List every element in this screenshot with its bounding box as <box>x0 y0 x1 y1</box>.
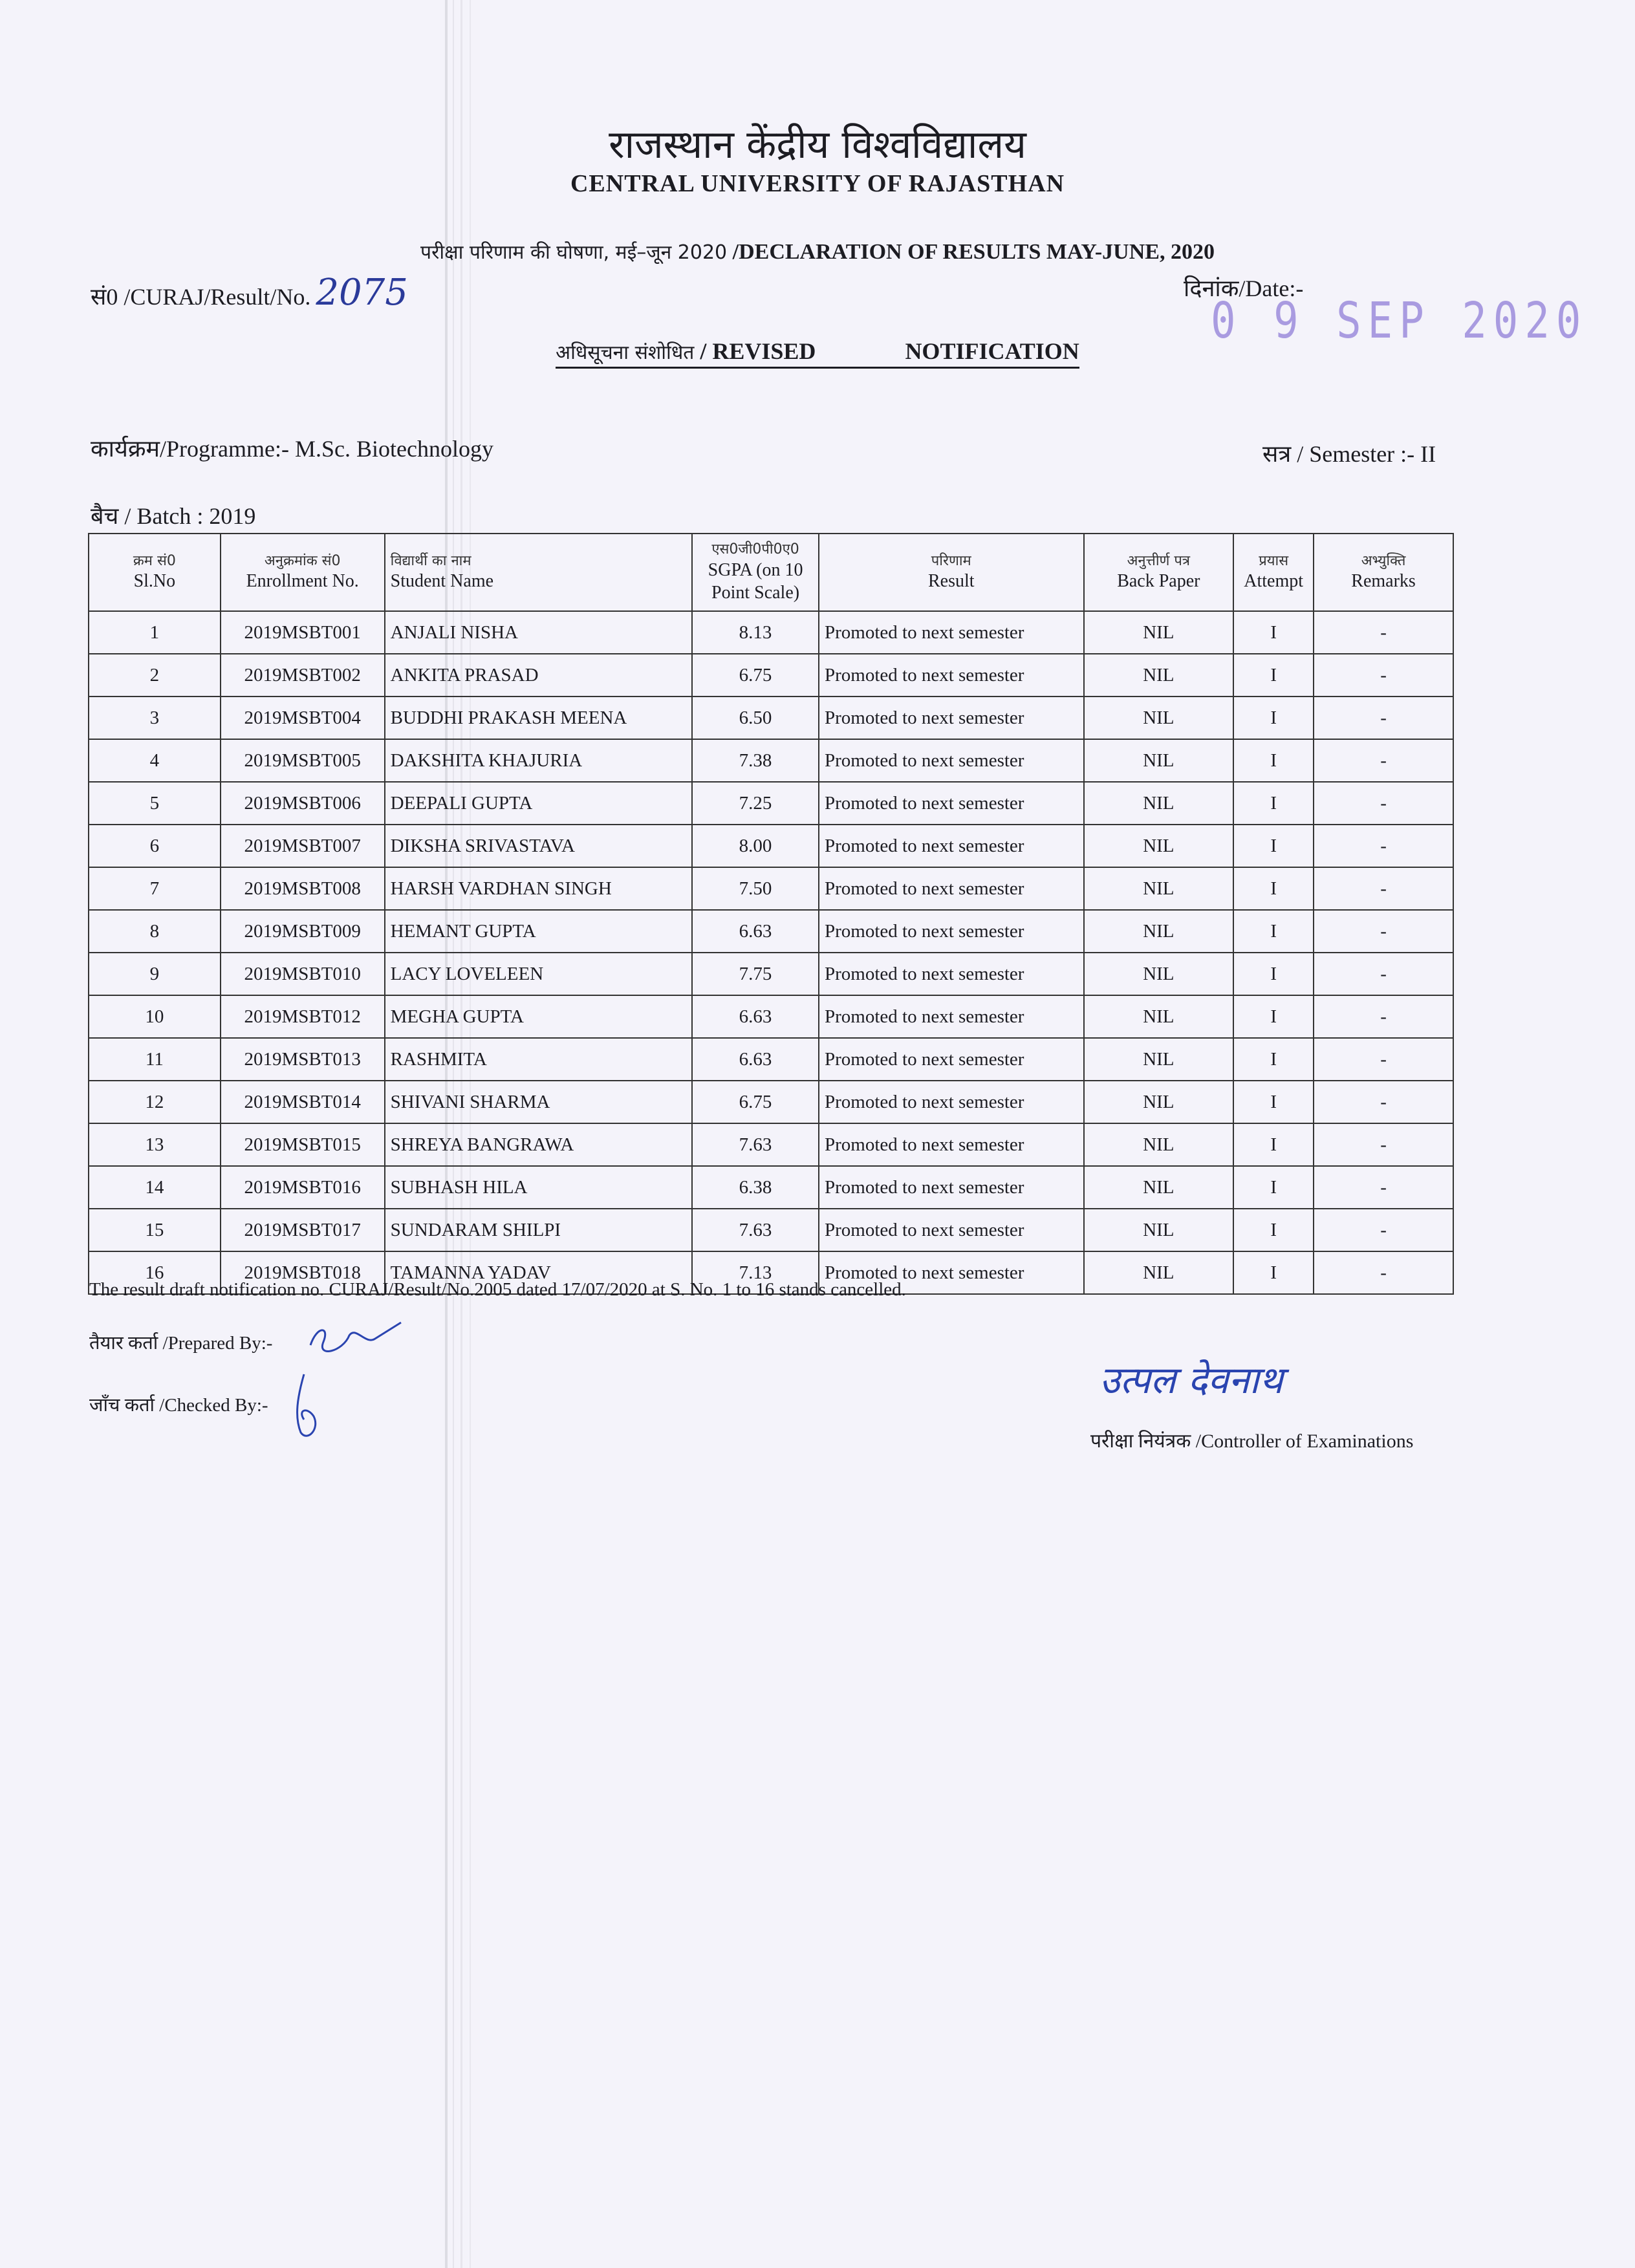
notification-heading <box>0 338 1635 365</box>
header-result: परिणाम Result <box>819 534 1084 611</box>
cell-back-paper: NIL <box>1084 910 1234 953</box>
cell-remarks: - <box>1314 654 1453 697</box>
cell-attempt: I <box>1233 739 1314 782</box>
cell-sl-no: 4 <box>89 739 221 782</box>
cell-result: Promoted to next semester <box>819 825 1084 867</box>
declaration-heading <box>0 238 1635 265</box>
cell-enrollment: 2019MSBT018 <box>221 1251 385 1294</box>
cell-sl-no: 16 <box>89 1251 221 1294</box>
cell-sgpa: 7.13 <box>692 1251 819 1294</box>
cell-enrollment: 2019MSBT004 <box>221 697 385 739</box>
cell-result: Promoted to next semester <box>819 611 1084 654</box>
cell-enrollment: 2019MSBT001 <box>221 611 385 654</box>
results-table-body <box>89 611 1453 1294</box>
table-row <box>89 1209 1453 1251</box>
cell-student-name: BUDDHI PRAKASH MEENA <box>385 697 692 739</box>
declaration-english: /DECLARATION OF RESULTS MAY-JUNE, 2020 <box>732 240 1215 264</box>
cell-sgpa: 7.63 <box>692 1123 819 1166</box>
cell-sgpa: 6.75 <box>692 1081 819 1123</box>
header-sgpa: एस0जी0पी0ए0 SGPA (on 10 Point Scale) <box>692 534 819 611</box>
cell-remarks: - <box>1314 611 1453 654</box>
table-row <box>89 995 1453 1038</box>
cell-back-paper: NIL <box>1084 1209 1234 1251</box>
cell-remarks: - <box>1314 953 1453 995</box>
table-row <box>89 611 1453 654</box>
header-attempt: प्रयास Attempt <box>1233 534 1314 611</box>
cancellation-note: The result draft notification no. CURAJ/Result/No.2005 dated 17/07/2020 at S. No. 1 to 16 stands cancelled. <box>89 1279 906 1300</box>
cell-student-name: DAKSHITA KHAJURIA <box>385 739 692 782</box>
cell-result: Promoted to next semester <box>819 1166 1084 1209</box>
cell-result: Promoted to next semester <box>819 995 1084 1038</box>
cell-remarks: - <box>1314 995 1453 1038</box>
cell-sgpa: 6.63 <box>692 910 819 953</box>
cell-enrollment: 2019MSBT013 <box>221 1038 385 1081</box>
cell-enrollment: 2019MSBT017 <box>221 1209 385 1251</box>
table-row <box>89 739 1453 782</box>
cell-remarks: - <box>1314 1038 1453 1081</box>
cell-sgpa: 6.38 <box>692 1166 819 1209</box>
reference-handwritten-number: 2075 <box>316 272 408 314</box>
cell-back-paper: NIL <box>1084 654 1234 697</box>
cell-student-name: ANKITA PRASAD <box>385 654 692 697</box>
cell-sgpa: 6.50 <box>692 697 819 739</box>
cell-student-name: HARSH VARDHAN SINGH <box>385 867 692 910</box>
cell-student-name: SUBHASH HILA <box>385 1166 692 1209</box>
cell-back-paper: NIL <box>1084 1081 1234 1123</box>
cell-result: Promoted to next semester <box>819 867 1084 910</box>
cell-student-name: DIKSHA SRIVASTAVA <box>385 825 692 867</box>
cell-sl-no: 9 <box>89 953 221 995</box>
cell-attempt: I <box>1233 1251 1314 1294</box>
cell-remarks: - <box>1314 910 1453 953</box>
cell-sgpa: 7.38 <box>692 739 819 782</box>
cell-sl-no: 15 <box>89 1209 221 1251</box>
cell-back-paper: NIL <box>1084 1166 1234 1209</box>
cell-result: Promoted to next semester <box>819 910 1084 953</box>
prepared-by-label: तैयार कर्ता /Prepared By:- <box>89 1333 273 1354</box>
cell-sgpa: 7.25 <box>692 782 819 825</box>
cell-enrollment: 2019MSBT014 <box>221 1081 385 1123</box>
table-row <box>89 697 1453 739</box>
cell-enrollment: 2019MSBT002 <box>221 654 385 697</box>
cell-attempt: I <box>1233 1166 1314 1209</box>
cell-attempt: I <box>1233 1209 1314 1251</box>
table-header-row <box>89 534 1453 611</box>
cell-remarks: - <box>1314 782 1453 825</box>
cell-remarks: - <box>1314 867 1453 910</box>
cell-sl-no: 6 <box>89 825 221 867</box>
cell-enrollment: 2019MSBT015 <box>221 1123 385 1166</box>
cell-enrollment: 2019MSBT006 <box>221 782 385 825</box>
cell-student-name: TAMANNA YADAV <box>385 1251 692 1294</box>
cell-back-paper: NIL <box>1084 739 1234 782</box>
cell-result: Promoted to next semester <box>819 1209 1084 1251</box>
semester-label: सत्र / Semester :- II <box>1262 441 1436 467</box>
cell-sl-no: 14 <box>89 1166 221 1209</box>
cell-enrollment: 2019MSBT005 <box>221 739 385 782</box>
table-row <box>89 1038 1453 1081</box>
cell-result: Promoted to next semester <box>819 1251 1084 1294</box>
header-remarks: अभ्युक्ति Remarks <box>1314 534 1453 611</box>
cell-attempt: I <box>1233 995 1314 1038</box>
cell-attempt: I <box>1233 1081 1314 1123</box>
cell-student-name: HEMANT GUPTA <box>385 910 692 953</box>
cell-result: Promoted to next semester <box>819 1081 1084 1123</box>
cell-remarks: - <box>1314 739 1453 782</box>
controller-label: परीक्षा नियंत्रक /Controller of Examinations <box>1090 1431 1414 1452</box>
cell-sgpa: 8.00 <box>692 825 819 867</box>
cell-attempt: I <box>1233 867 1314 910</box>
header-back-paper: अनुत्तीर्ण पत्र Back Paper <box>1084 534 1234 611</box>
cell-result: Promoted to next semester <box>819 782 1084 825</box>
cell-sl-no: 1 <box>89 611 221 654</box>
programme-label: कार्यक्रम/Programme:- M.Sc. Biotechnology <box>91 436 493 462</box>
university-title-english: CENTRAL UNIVERSITY OF RAJASTHAN <box>570 170 1065 197</box>
batch-label: बैच / Batch : 2019 <box>91 503 256 529</box>
cell-sl-no: 10 <box>89 995 221 1038</box>
header-enrollment: अनुक्रमांक सं0 Enrollment No. <box>221 534 385 611</box>
cell-back-paper: NIL <box>1084 1038 1234 1081</box>
cell-sl-no: 11 <box>89 1038 221 1081</box>
cell-sl-no: 7 <box>89 867 221 910</box>
notification-underline <box>556 338 1079 369</box>
cell-sl-no: 13 <box>89 1123 221 1166</box>
table-row <box>89 1166 1453 1209</box>
cell-student-name: SHREYA BANGRAWA <box>385 1123 692 1166</box>
cell-sl-no: 12 <box>89 1081 221 1123</box>
date-stamp: 0 9 SEP 2020 <box>1211 292 1588 351</box>
cell-sl-no: 2 <box>89 654 221 697</box>
table-row <box>89 867 1453 910</box>
notification-hindi: अधिसूचना संशोधित <box>556 341 695 364</box>
cell-back-paper: NIL <box>1084 995 1234 1038</box>
cell-sgpa: 7.75 <box>692 953 819 995</box>
cell-remarks: - <box>1314 1123 1453 1166</box>
cell-back-paper: NIL <box>1084 1251 1234 1294</box>
cell-student-name: ANJALI NISHA <box>385 611 692 654</box>
table-row <box>89 1123 1453 1166</box>
reference-label: सं0 /CURAJ/Result/No. <box>91 284 311 310</box>
cell-back-paper: NIL <box>1084 697 1234 739</box>
cell-attempt: I <box>1233 1123 1314 1166</box>
cell-back-paper: NIL <box>1084 825 1234 867</box>
cell-result: Promoted to next semester <box>819 739 1084 782</box>
cell-remarks: - <box>1314 1251 1453 1294</box>
controller-signature: उत्पल देवनाथ <box>1099 1358 1283 1402</box>
date-label: दिनांक/Date:- <box>1184 275 1304 301</box>
cell-remarks: - <box>1314 1081 1453 1123</box>
cell-enrollment: 2019MSBT012 <box>221 995 385 1038</box>
cell-enrollment: 2019MSBT016 <box>221 1166 385 1209</box>
cell-remarks: - <box>1314 1209 1453 1251</box>
table-row <box>89 953 1453 995</box>
cell-sgpa: 6.63 <box>692 995 819 1038</box>
table-row <box>89 654 1453 697</box>
cell-attempt: I <box>1233 654 1314 697</box>
cell-enrollment: 2019MSBT010 <box>221 953 385 995</box>
prepared-by-signature <box>304 1319 407 1358</box>
cell-attempt: I <box>1233 697 1314 739</box>
header-sl-no: क्रम सं0 Sl.No <box>89 534 221 611</box>
table-row <box>89 910 1453 953</box>
cell-attempt: I <box>1233 953 1314 995</box>
cell-result: Promoted to next semester <box>819 1123 1084 1166</box>
cell-sgpa: 7.63 <box>692 1209 819 1251</box>
cell-result: Promoted to next semester <box>819 1038 1084 1081</box>
cell-attempt: I <box>1233 1038 1314 1081</box>
header-student-name: विद्यार्थी का नाम Student Name <box>385 534 692 611</box>
declaration-hindi: परीक्षा परिणाम की घोषणा, मई–जून 2020 <box>420 241 728 264</box>
cell-remarks: - <box>1314 1166 1453 1209</box>
cell-attempt: I <box>1233 910 1314 953</box>
reference-number <box>91 272 408 314</box>
cell-back-paper: NIL <box>1084 953 1234 995</box>
cell-attempt: I <box>1233 782 1314 825</box>
cell-sl-no: 8 <box>89 910 221 953</box>
cell-sl-no: 5 <box>89 782 221 825</box>
cell-back-paper: NIL <box>1084 611 1234 654</box>
cell-enrollment: 2019MSBT009 <box>221 910 385 953</box>
table-row <box>89 782 1453 825</box>
cell-result: Promoted to next semester <box>819 953 1084 995</box>
cell-student-name: RASHMITA <box>385 1038 692 1081</box>
cell-student-name: MEGHA GUPTA <box>385 995 692 1038</box>
results-table <box>88 533 1454 1295</box>
notification-tail: NOTIFICATION <box>905 338 1079 364</box>
cell-sgpa: 6.75 <box>692 654 819 697</box>
cell-sl-no: 3 <box>89 697 221 739</box>
cell-attempt: I <box>1233 825 1314 867</box>
university-title-hindi: राजस्थान केंद्रीय विश्वविद्यालय <box>609 122 1026 167</box>
cell-enrollment: 2019MSBT008 <box>221 867 385 910</box>
cell-back-paper: NIL <box>1084 1123 1234 1166</box>
notification-revised: / REVISED <box>700 338 816 364</box>
cell-remarks: - <box>1314 825 1453 867</box>
cell-back-paper: NIL <box>1084 867 1234 910</box>
cell-sgpa: 6.63 <box>692 1038 819 1081</box>
cell-sgpa: 7.50 <box>692 867 819 910</box>
cell-student-name: DEEPALI GUPTA <box>385 782 692 825</box>
cell-result: Promoted to next semester <box>819 697 1084 739</box>
cell-sgpa: 8.13 <box>692 611 819 654</box>
table-row <box>89 1081 1453 1123</box>
cell-remarks: - <box>1314 697 1453 739</box>
checked-by-label: जाँच कर्ता /Checked By:- <box>89 1395 268 1416</box>
cell-attempt: I <box>1233 611 1314 654</box>
cell-student-name: LACY LOVELEEN <box>385 953 692 995</box>
cell-enrollment: 2019MSBT007 <box>221 825 385 867</box>
cell-student-name: SHIVANI SHARMA <box>385 1081 692 1123</box>
cell-back-paper: NIL <box>1084 782 1234 825</box>
checked-by-signature <box>285 1371 336 1442</box>
cell-student-name: SUNDARAM SHILPI <box>385 1209 692 1251</box>
table-row <box>89 825 1453 867</box>
cell-result: Promoted to next semester <box>819 654 1084 697</box>
